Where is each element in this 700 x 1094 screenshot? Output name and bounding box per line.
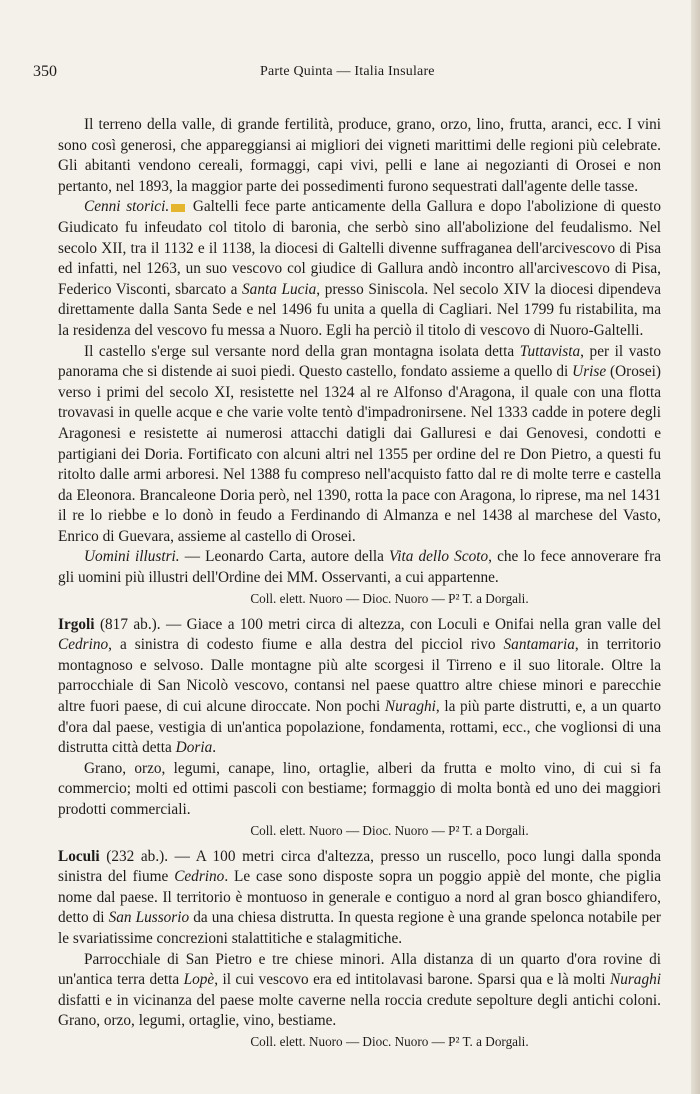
page-number: 350 [33, 63, 57, 80]
collegio-line: Coll. elett. Nuoro — Dioc. Nuoro — P² T. a Dorgali. [250, 1033, 529, 1049]
collegio-line: Coll. elett. Nuoro — Dioc. Nuoro — P² T. a Dorgali. [250, 822, 529, 838]
paragraph-terreno: Il terreno della valle, di grande fertilità, produce, grano, orzo, lino, frutta, aranci, ecc. I vini sono così generosi, che appareggiansi ai migliori dei vigneti marittimi delle regioni più celebrate. Gli abitanti vendono cereali, formaggi, capi vivi, pelli e lane ai negozianti di Orosei e non pertanto, nel 1893, la maggior parte dei possedimenti furono sequestrati dall'agente delle tasse. [58, 116, 661, 195]
collegio-line: Coll. elett. Nuoro — Dioc. Nuoro — P² T. a Dorgali. [250, 590, 529, 606]
section-heading-cenni-storici: Cenni storici. [84, 198, 170, 216]
entry-loculi: Loculi (232 ab.). — A 100 metri circa d'altezza, presso un ruscello, poco lungi dalla sponda sinistra del fiume Cedrino. Le case sono disposte sopra un poggio appiè del monte, che piglia nome dal paese. Il territorio è montuoso in generale e contiguo a nord al gran bosco ghiandifero, detto di San Lussorio da una chiesa distrutta. In questa regione è una grande spelonca notabile per le svariatissime concrezioni stalattitiche e stalagmitiche. [58, 847, 661, 947]
page-body [58, 115, 661, 1058]
running-title: Parte Quinta — Italia Insulare [260, 64, 435, 79]
paragraph-cenni-storici: Cenni storici. Galtelli fece parte anticamente della Gallura e dopo l'abolizione di questo Giudicato fu infeudato col titolo di baronia, che serbò sino all'abolizione del feudalismo. Nel secolo XII, tra il 1132 e il 1138, la diocesi di Galtelli divenne suffraganea dell'arcivescovo di Pisa ed infatti, nel 1263, un suo vescovo col giudice di Gallura andò incontro all'arcivescovo di Pisa, Federico Visconti, sbarcato a Santa Lucia, presso Siniscola. Nel secolo XIV la diocesi dipendeva direttamente dalla Santa Sede e nel 1496 fu unita a quella di Cagliari. Nel 1799 fu ristabilita, ma la residenza del vescovo fu messa a Nuoro. Egli ha perciò il titolo di vescovo di Nuoro-Galtelli. [58, 198, 661, 339]
dash-highlight-icon [171, 204, 185, 212]
section-heading-uomini-illustri: Uomini illustri. [84, 548, 180, 566]
entry-name-loculi: Loculi [58, 847, 100, 865]
paragraph-castello: Il castello s'erge sul versante nord della gran montagna isolata detta Tuttavista, per il vasto panorama che si distende ai suoi piedi. Questo castello, fondato assieme a quello di Urise (Orosei) verso i primi del secolo XI, resistette nel 1324 al re Alfonso d'Aragona, il quale con una flotta trovavasi in quelle acque e che varie volte tentò d'impadronirsene. Nel 1333 cadde in potere degli Aragonesi e resistette ai numerosi attacchi datigli dai Galluresi e dai Genovesi, condotti e partigiani dei Doria. Fortificato con alcuni altri nel 1355 per ordine del re Don Pietro, a questi fu ritolto dalle armi arboresi. Nel 1388 fu compreso nell'acquisto fatto dal re di molte terre e castella da Eleonora. Brancaleone Doria però, nel 1390, rotta la pace con Aragona, lo riprese, ma nel 1431 il re lo riebbe e lo donò in feudo a Ferdinando di Almanza e nel 1438 al marchese del Vasto, Enrico di Guevara, assieme al castello di Orosei. [58, 342, 662, 545]
entry-name-irgoli: Irgoli [58, 615, 95, 633]
paragraph-irgoli-products: Grano, orzo, legumi, canape, lino, ortaglie, alberi da frutta e molto vino, di cui si fa commercio; molti ed ottimi pascoli con bestiame; formaggio di molta bontà ed uno dei maggiori prodotti commerciali. [58, 759, 661, 818]
page-edge [691, 0, 700, 1094]
page-header [30, 63, 662, 87]
paragraph-uomini-illustri: Uomini illustri. — Leonardo Carta, autore della Vita dello Scoto, che lo fece annoverare fra gli uomini più illustri dell'Ordine dei MM. Osservanti, a cui appartenne. [58, 548, 662, 587]
paragraph-loculi-church: Parrocchiale di San Pietro e tre chiese minori. Alla distanza di un quarto d'ora rovine di un'antica terra detta Lopè, il cui vescovo era ed intitolavasi barone. Sparsi qua e là molti Nuraghi disfatti e in vicinanza del paese molte caverne nella roccia credute sepolture degli antichi coloni. Grano, orzo, legumi, ortaglie, vino, bestiame. [58, 950, 661, 1030]
entry-irgoli: Irgoli (817 ab.). — Giace a 100 metri circa di altezza, con Loculi e Onifai nella gran valle del Cedrino, a sinistra di codesto fiume e alla destra del picciol rivo Santamaria, in territorio montagnoso e selvoso. Dalle montagne più alte scorgesi il Tirreno e il suo litorale. Oltre la parrocchiale di San Nicolò vescovo, contansi nel paese quattro altre chiese minori e parecchie altre fuori paese, di cui alcune diroccate. Non pochi Nuraghi, la più parte distrutti, e, a un quarto d'ora dal paese, vestigia di un'antica popolazione, fondamenta, rottami, ecc., che voglionsi di una distrutta città detta Doria. [58, 615, 661, 757]
